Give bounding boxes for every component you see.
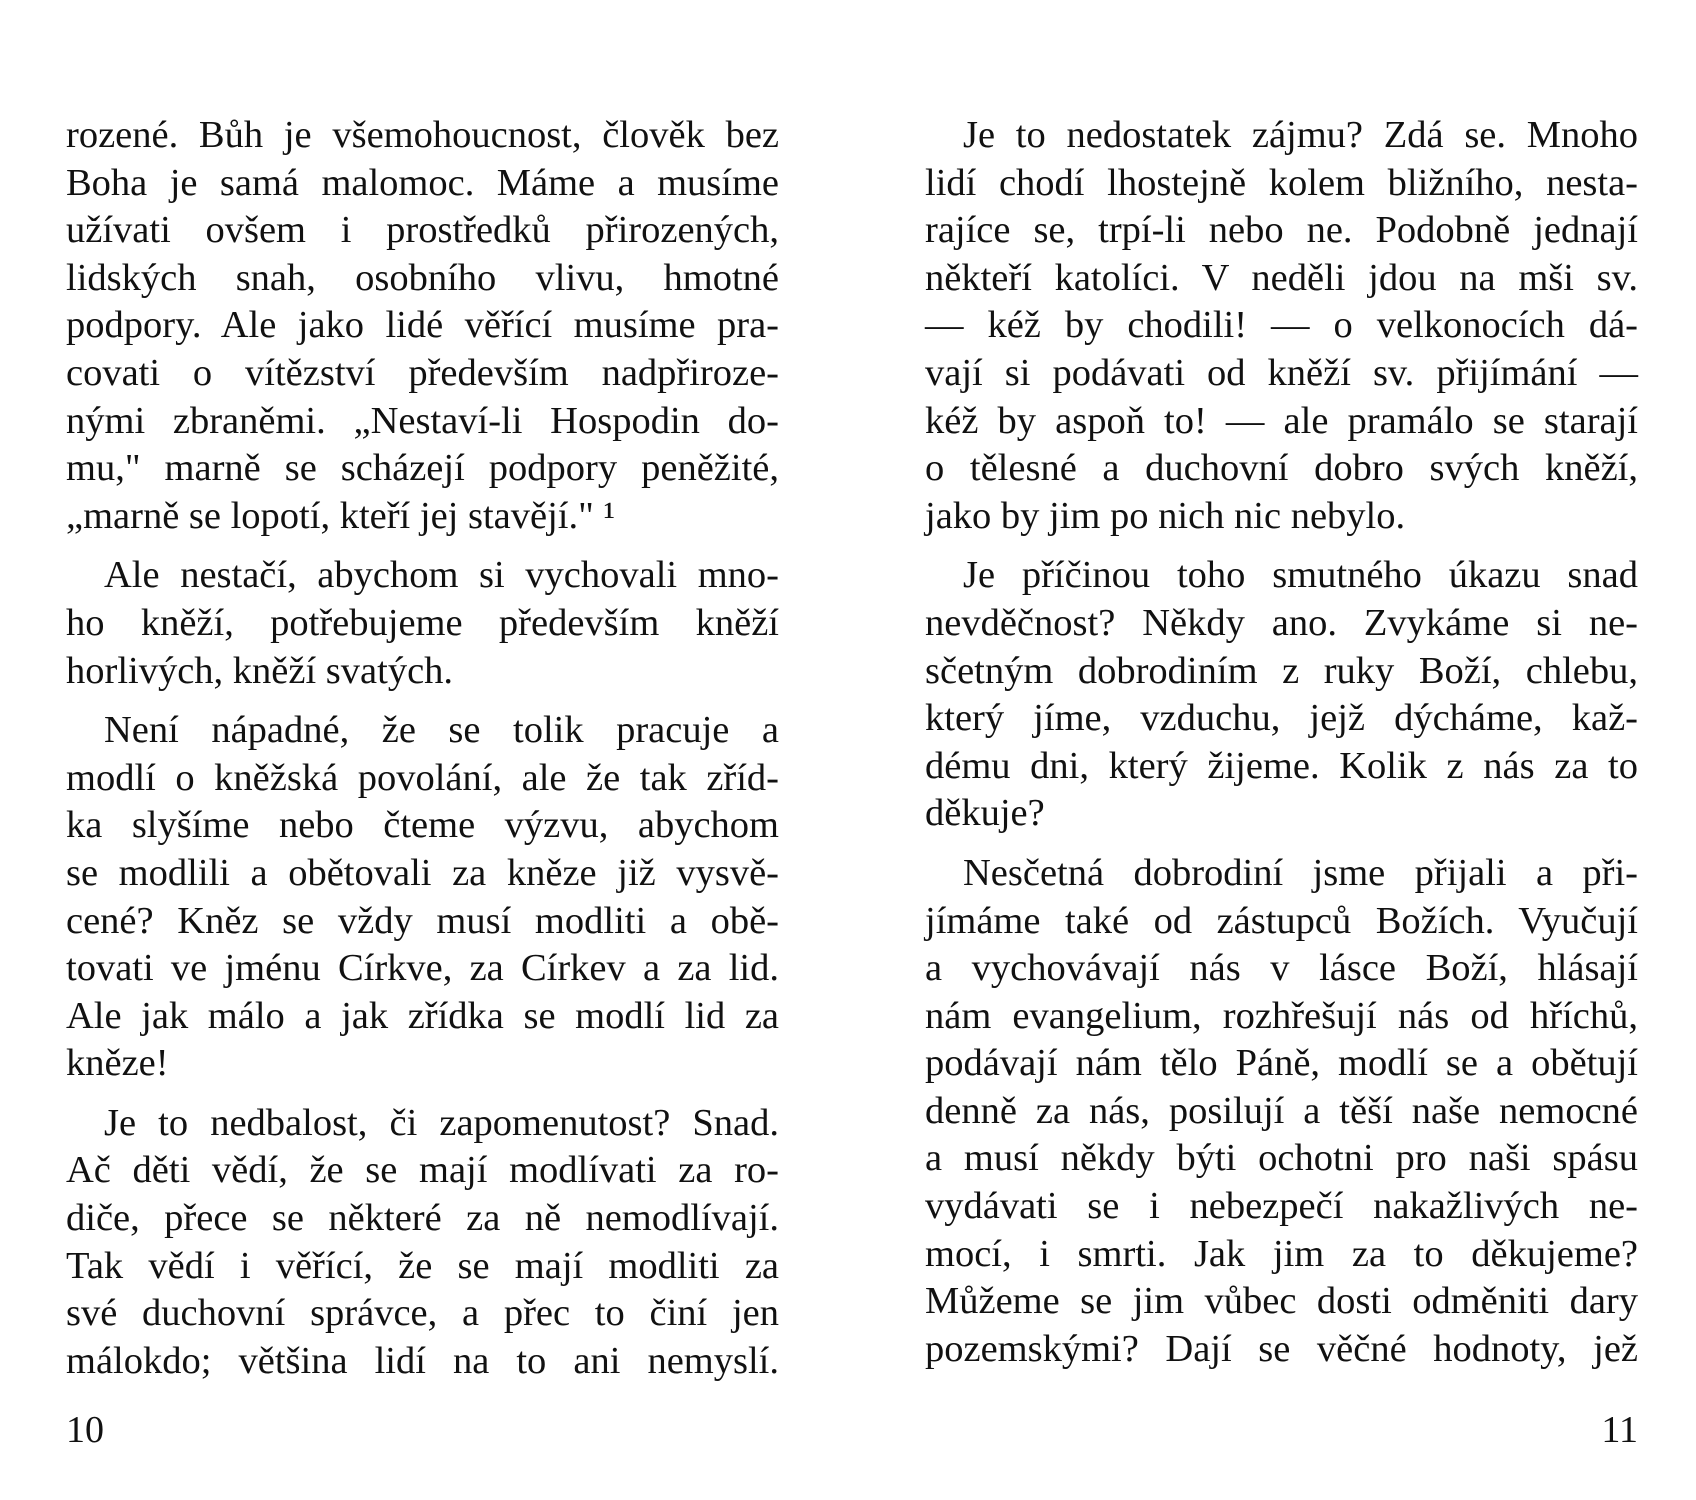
text-line: nými zbraněmi. „Nestaví-li Hospodin do- <box>66 399 779 442</box>
text-line: jako by jim po nich nic nebylo. <box>925 494 1406 537</box>
text-line: dému dni, který žijeme. Kolik z nás za to <box>925 744 1638 787</box>
text-line: málokdo; většina lidí na to ani nemyslí. <box>66 1339 779 1382</box>
text-line: — kéž by chodili! — o velkonocích dá- <box>925 304 1638 347</box>
text-line: Je to nedostatek zájmu? Zdá se. Mnoho <box>963 114 1638 156</box>
text-line: ka slyšíme nebo čteme výzvu, abychom <box>66 804 779 847</box>
text-line: Ale jak málo a jak zřídka se modlí lid za <box>66 994 779 1037</box>
text-line: Boha je samá malomoc. Máme a musíme <box>66 161 779 204</box>
text-line: Můžeme se jim vůbec dosti odměniti dary <box>925 1280 1638 1323</box>
text-line: Ale nestačí, abychom si vychovali mno- <box>104 554 779 597</box>
text-line: pozemskými? Dají se věčné hodnoty, jež <box>925 1327 1638 1370</box>
text-line: své duchovní správce, a přec to činí jen <box>66 1292 779 1335</box>
text-line: Je příčinou toho smutného úkazu snad <box>963 554 1638 597</box>
text-line: Nesčetná dobrodiní jsme přijali a při- <box>963 851 1638 894</box>
text-line: diče, přece se některé za ně nemodlívají. <box>66 1197 779 1240</box>
paragraph <box>925 552 1638 838</box>
text-line: sčetným dobrodiním z ruky Boží, chlebu, <box>925 649 1638 692</box>
text-line: nevděčnost? Někdy ano. Zvykáme si ne- <box>925 601 1638 644</box>
left-page-text <box>66 112 779 1385</box>
text-line: mu," marně se scházejí podpory peněžité, <box>66 447 779 490</box>
left-page-number: 10 <box>66 1409 104 1451</box>
text-line: někteří katolíci. V neděli jdou na mši sv. <box>925 256 1638 299</box>
text-line: vají si podávati od kněží sv. přijímání — <box>925 351 1638 394</box>
text-line: rozené. Bůh je všemohoucnost, člověk bez <box>66 114 779 156</box>
text-line: jímáme také od zástupců Božích. Vyučují <box>925 899 1638 942</box>
text-line: modlí o kněžská povolání, ale že tak zříd- <box>66 756 779 799</box>
text-line: a musí někdy býti ochotni pro naši spásu <box>925 1137 1638 1180</box>
paragraph <box>66 707 779 1088</box>
text-line: tovati ve jménu Církve, za Církev a za lid. <box>66 947 779 990</box>
text-line: kněze! <box>66 1042 169 1085</box>
right-page <box>848 0 1696 1500</box>
text-line: cené? Kněz se vždy musí modliti a obě- <box>66 899 779 942</box>
text-line: Není nápadné, že se tolik pracuje a <box>104 709 779 752</box>
text-line: lidí chodí lhostejně kolem bližního, nesta- <box>925 161 1638 204</box>
text-line: o tělesné a duchovní dobro svých kněží, <box>925 447 1638 490</box>
text-line: denně za nás, posilují a těší naše nemocné <box>925 1089 1638 1132</box>
text-line: a vychovávají nás v lásce Boží, hlásají <box>925 947 1638 990</box>
text-line: covati o vítězství především nadpřiroze- <box>66 351 779 394</box>
text-line: nám evangelium, rozhřešují nás od hříchů, <box>925 994 1638 1037</box>
text-line: mocí, i smrti. Jak jim za to děkujeme? <box>925 1232 1638 1275</box>
text-line: „marně se lopotí, kteří jej stavějí." ¹ <box>66 494 615 537</box>
text-line: který jíme, vzduchu, jejž dýcháme, kaž- <box>925 697 1638 740</box>
text-line: Ač děti vědí, že se mají modlívati za ro- <box>66 1149 779 1192</box>
text-line: kéž by aspoň to! — ale pramálo se starají <box>925 399 1638 442</box>
paragraph <box>66 112 779 540</box>
text-line: Je to nedbalost, či zapomenutost? Snad. <box>104 1101 779 1144</box>
text-line: děkuje? <box>925 792 1045 835</box>
text-line: rajíce se, trpí-li nebo ne. Podobně jednají <box>925 209 1638 252</box>
paragraph <box>925 112 1638 540</box>
paragraph <box>925 850 1638 1374</box>
text-line: horlivých, kněží svatých. <box>66 649 454 692</box>
text-line: Tak vědí i věřící, že se mají modliti za <box>66 1244 779 1287</box>
paragraph <box>66 552 779 695</box>
right-page-number: 11 <box>1601 1409 1638 1451</box>
text-line: lidských snah, osobního vlivu, hmotné <box>66 256 779 299</box>
text-line: se modlili a obětovali za kněze již vysvě- <box>66 851 779 894</box>
text-line: podpory. Ale jako lidé věřící musíme pra- <box>66 304 779 347</box>
paragraph <box>66 1100 779 1386</box>
text-line: vydávati se i nebezpečí nakažlivých ne- <box>925 1185 1638 1228</box>
right-page-text <box>925 112 1638 1373</box>
text-line: užívati ovšem i prostředků přirozených, <box>66 209 779 252</box>
text-line: podávají nám tělo Páně, modlí se a obětují <box>925 1042 1638 1085</box>
text-line: ho kněží, potřebujeme především kněží <box>66 601 779 644</box>
